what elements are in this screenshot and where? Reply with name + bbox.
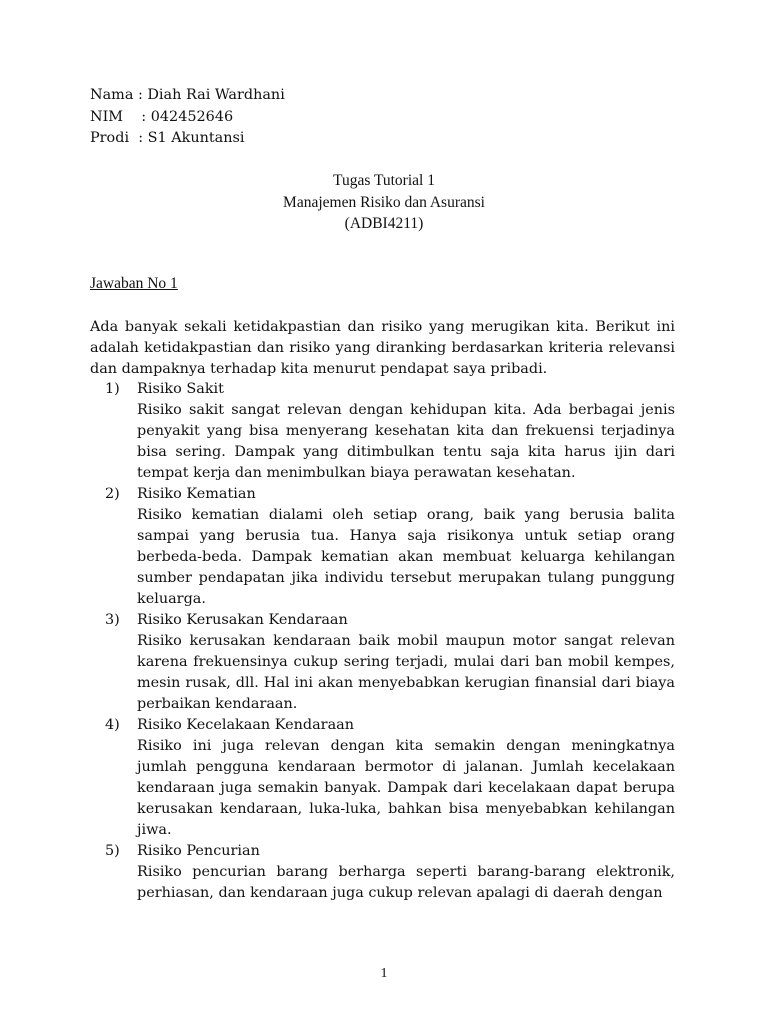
list-item <box>105 841 675 904</box>
page-number: 1 <box>380 966 388 981</box>
list-item-text: Risiko sakit sangat relevan dengan kehidupan kita. Ada berbagai jenis penyakit yang bisa menyerang kesehatan kita dan frekuensi terjadinya bisa sering. Dampak yang ditimbulkan tentu saja kita harus ijin dari tempat kerja dan menimbulkan biaya perawatan kesehatan. <box>137 402 675 481</box>
document-title <box>0 170 768 235</box>
title-line-3: (ADBI4211) <box>344 215 424 232</box>
student-name: Nama : Diah Rai Wardhani <box>90 87 285 103</box>
student-info <box>90 85 285 150</box>
list-item-title: Risiko Kematian <box>137 486 256 502</box>
list-item-title: Risiko Kecelakaan Kendaraan <box>137 717 354 733</box>
list-item-number: 1) <box>105 381 120 397</box>
student-nim: NIM : 042452646 <box>90 108 234 125</box>
risk-list <box>105 379 675 904</box>
list-item-number: 3) <box>105 612 120 628</box>
list-item <box>105 484 675 610</box>
list-item-title: Risiko Sakit <box>137 381 224 397</box>
list-item <box>105 610 675 715</box>
list-item-title: Risiko Pencurian <box>137 843 260 859</box>
list-item-number: 5) <box>105 843 120 859</box>
list-item-number: 2) <box>105 486 120 502</box>
list-item-text: Risiko kerusakan kendaraan baik mobil maupun motor sangat relevan karena frekuensinya cukup sering terjadi, mulai dari ban mobil kempes, mesin rusak, dll. Hal ini akan menyebabkan kerugian finansial dari biaya perbaikan kendaraan. <box>137 633 675 712</box>
list-item-text: Risiko kematian dialami oleh setiap orang, baik yang berusia balita sampai yang berusia tua. Hanya saja risikonya untuk setiap orang berbeda-beda. Dampak kematian akan membuat keluarga kehilangan sumber pendapatan jika individu tersebut merupakan tulang punggung keluarga. <box>137 507 675 607</box>
list-item <box>105 715 675 841</box>
list-item <box>105 379 675 484</box>
title-line-1: Tugas Tutorial 1 <box>333 172 435 189</box>
answer-heading: Jawaban No 1 <box>90 275 178 292</box>
list-item-text: Risiko ini juga relevan dengan kita semakin dengan meningkatnya jumlah pengguna kendaraan bermotor di jalanan. Jumlah kecelakaan kendaraan juga semakin banyak. Dampak dari kecelakaan dapat berupa kerusakan kendaraan, luka-luka, bahkan bisa menyebabkan kehilangan jiwa. <box>137 738 675 838</box>
list-item-title: Risiko Kerusakan Kendaraan <box>137 612 348 628</box>
list-item-number: 4) <box>105 717 120 733</box>
student-prodi: Prodi : S1 Akuntansi <box>90 130 245 146</box>
title-line-2: Manajemen Risiko dan Asuransi <box>283 193 485 211</box>
intro-paragraph: Ada banyak sekali ketidakpastian dan risiko yang merugikan kita. Berikut ini adalah ketidakpastian dan risiko yang diranking berdasarkan kriteria relevansi dan dampaknya terhadap kita menurut pendapat saya pribadi. <box>90 319 675 377</box>
list-item-text: Risiko pencurian barang berharga seperti barang-barang elektronik, perhiasan, dan kendaraan juga cukup relevan apalagi di daerah dengan <box>137 864 675 901</box>
